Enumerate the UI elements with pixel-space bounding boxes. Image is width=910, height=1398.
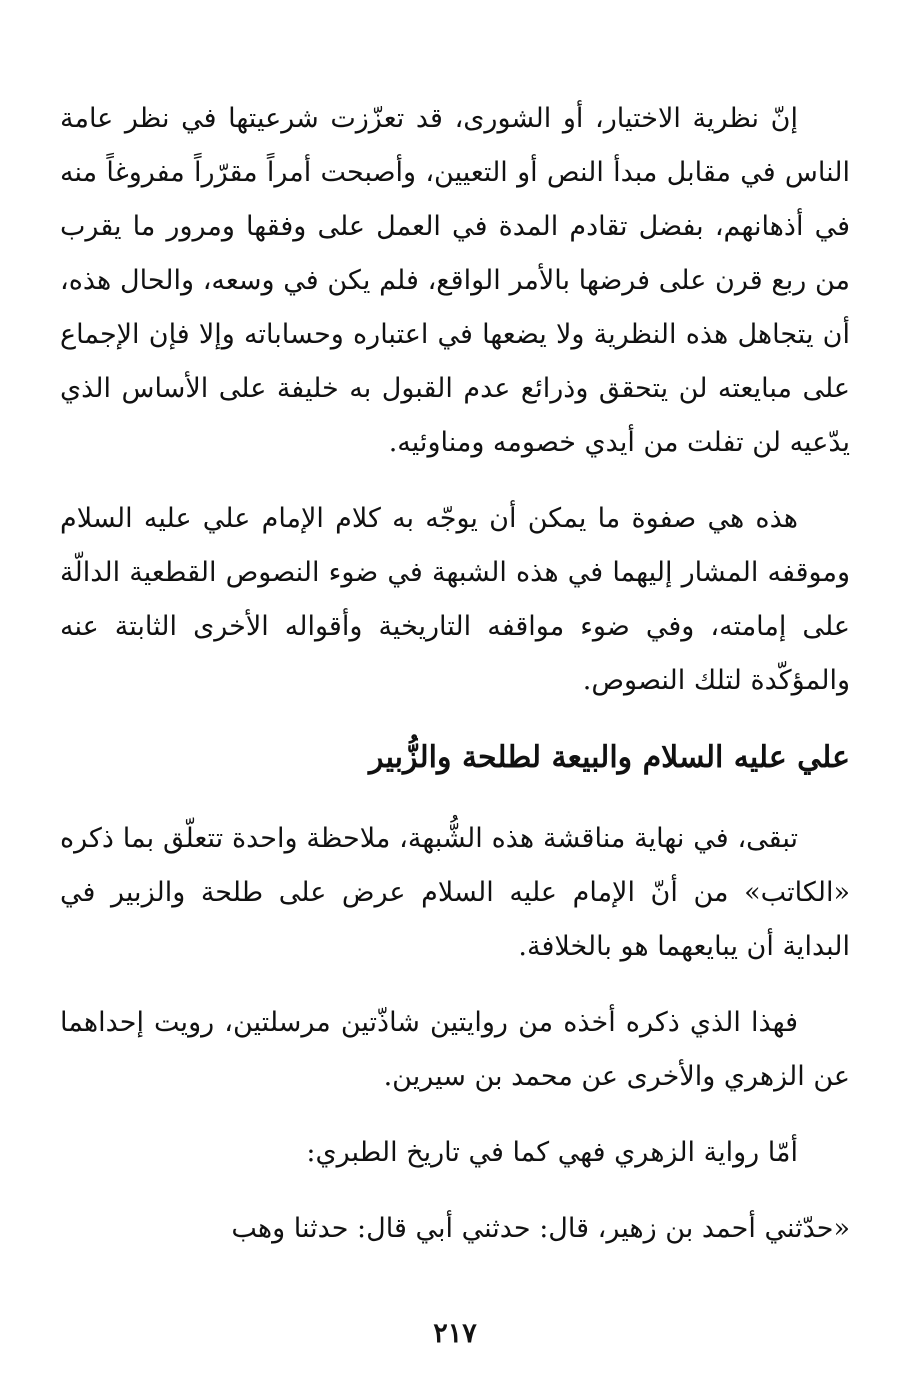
paragraph-quote-start: «حدّثني أحمد بن زهير، قال: حدثني أبي قال: حدثنا وهب	[231, 1213, 850, 1244]
section-heading: علي عليه السلام والبيعة لطلحة والزُّبير	[369, 740, 850, 775]
paragraph-zuhri-intro: أمّا رواية الزهري فهي كما في تاريخ الطبري:	[306, 1137, 798, 1168]
paragraph-summary: هذه هي صفوة ما يمكن أن يوجّه به كلام الإمام علي عليه السلام وموقفه المشار إليهما في هذه الشبهة في ضوء النصوص القطعية الدالّة على إمامته، وفي ضوء مواقفه التاريخية وأقواله الأخرى الثابتة عنه والمؤكّدة لتلك النصوص.	[60, 503, 850, 696]
paragraph-narrations: فهذا الذي ذكره أخذه من روايتين شاذّتين مرسلتين، رويت إحداهما عن الزهري والأخرى عن محمد بن سيرين.	[60, 1007, 850, 1092]
paragraph-remark: تبقى، في نهاية مناقشة هذه الشُّبهة، ملاحظة واحدة تتعلّق بما ذكره «الكاتب» من أنّ الإمام عليه السلام عرض على طلحة والزبير في البداية أن يبايعهما هو بالخلافة.	[60, 823, 850, 962]
paragraph-shura-theory: إنّ نظرية الاختيار، أو الشورى، قد تعزّزت شرعيتها في نظر عامة الناس في مقابل مبدأ النص أو التعيين، وأصبحت أمراً مقرّراً مفروغاً منه في أذهانهم، بفضل تقادم المدة في العمل على وفقها ومرور ما يقرب من ربع قرن على فرضها بالأمر الواقع، فلم يكن في وسعه، والحال هذه، أن يتجاهل هذه النظرية ولا يضعها في اعتباره وحساباته وإلا فإن الإجماع على مبايعته لن يتحقق وذرائع عدم القبول به خليفة على الأساس الذي يدّعيه لن تفلت من أيدي خصومه ومناوئيه.	[60, 103, 850, 458]
page-body	[60, 92, 850, 1278]
page-number: ٢١٧	[433, 1318, 477, 1349]
